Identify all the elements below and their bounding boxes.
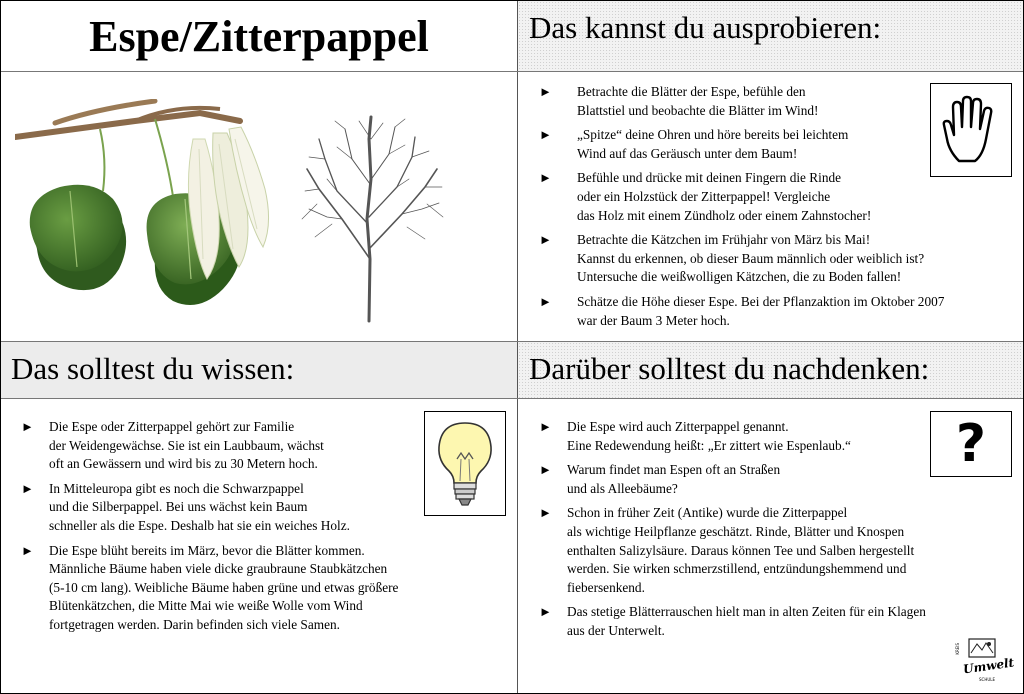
bullet-arrow-icon: ►	[21, 542, 34, 558]
list-item: ► „Spitze“ deine Ohren und höre bereits bei leichtem Wind auf das Geräusch unter dem Baum!	[539, 127, 849, 161]
think-heading: Darüber solltest du nachdenken:	[529, 351, 930, 386]
logo-bottom-text: SCHULE	[979, 677, 996, 682]
list-item: ► Betrachte die Kätzchen im Frühjahr von März bis Mai! Kannst du erkennen, ob dieser Baum männlich oder weiblich ist? Untersuche die weißwolligen Kätzchen, die zu Boden fallen!	[539, 232, 925, 285]
tree-silhouette-illustration	[297, 109, 447, 324]
bullet-arrow-icon: ►	[539, 127, 552, 143]
bullet-arrow-icon: ►	[21, 480, 34, 496]
aspen-twig-illustration	[15, 99, 277, 324]
bullet-arrow-icon: ►	[21, 419, 34, 434]
light-bulb-icon-box	[424, 411, 506, 516]
bullet-arrow-icon: ►	[539, 170, 552, 186]
bullet-arrow-icon: ►	[539, 419, 552, 434]
list-item: ► Betrachte die Blätter der Espe, befühle den Blattstiel und beobachte die Blätter im Wind!	[539, 84, 819, 118]
divider-1	[1, 71, 1023, 72]
bullet-arrow-icon: ►	[539, 232, 552, 248]
list-item: ► In Mitteleuropa gibt es noch die Schwarzpappel und die Silberpappel. Bei uns wächst kein Baum schneller als die Espe. Deshalb hat sie ein weiches Holz.	[21, 480, 350, 533]
list-item: ► Befühle und drücke mit deinen Fingern die Rinde oder ein Holzstück der Zitterpappel! Vergleiche das Holz mit einem Zündholz oder einem Zahnstocher!	[539, 170, 872, 223]
light-bulb-icon	[435, 419, 495, 509]
page-title: Espe/Zitterpappel	[89, 11, 429, 61]
try-heading: Das kannst du ausprobieren:	[529, 10, 882, 45]
bullet-arrow-icon: ►	[539, 604, 552, 620]
divider-3	[1, 398, 1023, 399]
logo-main-text: Umwelt	[962, 655, 1015, 677]
list-item: ► Schon in früher Zeit (Antike) wurde die Zitterpappel als wichtige Heilpflanze geschätzt. Rinde, Blätter und Knospen enthalten Salizylsäure. Daraus können Tee und Salben hergestellt werden. Sie wirken schmerzstillend, entzündungshemmend und fiebersenkend.	[539, 505, 915, 595]
hand-icon-box	[930, 83, 1012, 177]
list-item: ► Warum findet man Espen oft an Straßen und als Alleebäume?	[539, 462, 781, 496]
list-item: ► Die Espe wird auch Zitterpappel genannt. Eine Redewendung heißt: „Er zittert wie Espenlaub.“	[539, 419, 851, 453]
bullet-arrow-icon: ►	[539, 84, 552, 99]
question-mark-icon: ?	[955, 414, 987, 474]
center-divider	[517, 1, 518, 693]
list-item: ► Die Espe blüht bereits im März, bevor die Blätter kommen. Männliche Bäume haben viele dicke graubraune Staubkätzchen (5-10 cm lang). Weibliche Bäume haben grüne und etwas größere Blütenkätzchen, die Mitte Mai wie weiße Wolle vom Wind fortgetragen werden. Darin befinden sich viele Samen.	[21, 542, 399, 632]
umweltschule-logo	[955, 635, 1015, 687]
divider-2	[1, 341, 1023, 342]
know-heading: Das solltest du wissen:	[11, 351, 295, 386]
bullet-arrow-icon: ►	[539, 505, 552, 521]
list-item: ► Die Espe oder Zitterpappel gehört zur Familie der Weidengewächse. Sie ist ein Laubbaum, wächst oft an Gewässern und wird bis zu 30 Metern hoch.	[21, 419, 324, 472]
list-item: ► Das stetige Blätterrauschen hielt man in alten Zeiten für ein Klagen aus der Unterwelt.	[539, 604, 926, 638]
question-mark-icon-box	[930, 411, 1012, 477]
bullet-arrow-icon: ►	[539, 462, 552, 478]
hand-icon	[941, 95, 1001, 165]
logo-top-text: KREIS	[955, 643, 960, 655]
bullet-arrow-icon: ►	[539, 293, 552, 309]
list-item: ► Schätze die Höhe dieser Espe. Bei der Pflanzaktion im Oktober 2007 war der Baum 3 Meter hoch.	[539, 293, 945, 328]
